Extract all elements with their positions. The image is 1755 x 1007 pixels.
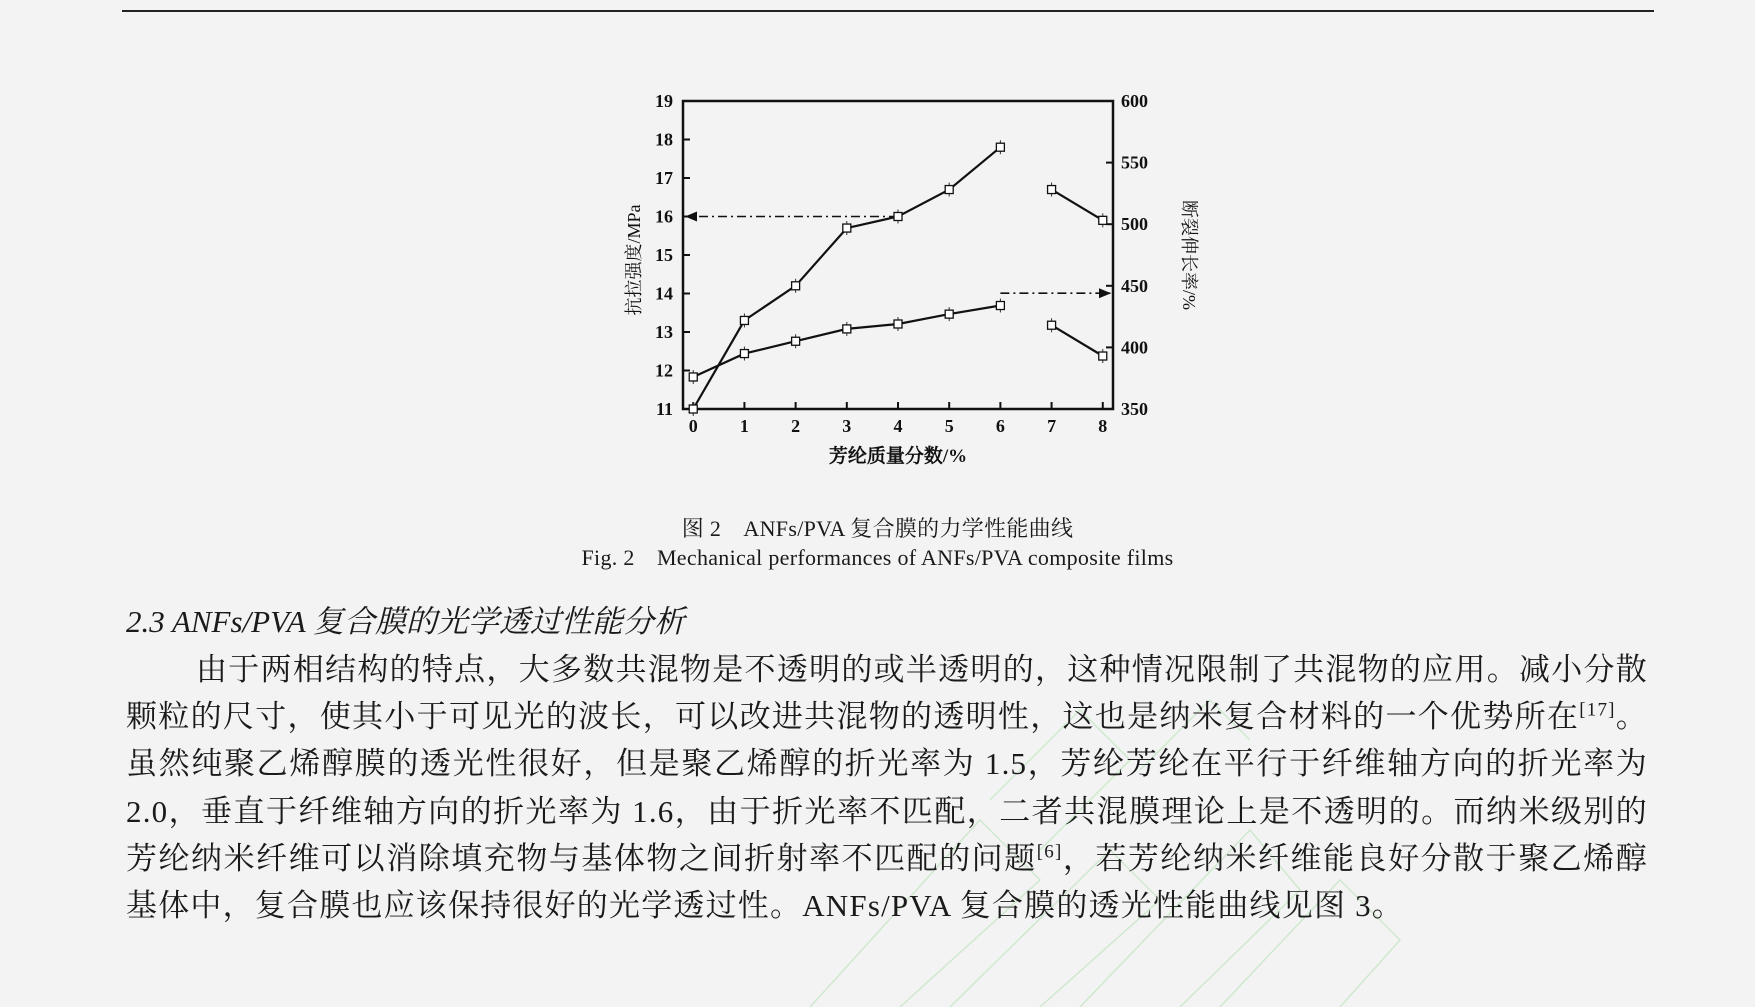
axis-indicator-arrowhead (1099, 288, 1111, 298)
x-tick-label: 3 (842, 416, 852, 436)
y-left-tick-label: 14 (655, 283, 673, 304)
series-2-line-a (693, 306, 1000, 378)
series-2-marker (894, 320, 902, 328)
y-left-tick-label: 19 (655, 91, 673, 111)
paragraph-text-1: 由于两相结构的特点，大多数共混物是不透明的或半透明的，这种情况限制了共混物的应用。减小分散颗粒的尺寸，使其小于可见光的波长，可以改进共混物的透明性，这也是纳米复合材料的一个优势所在 (126, 652, 1648, 735)
x-tick-label: 1 (739, 416, 749, 436)
citation-ref-6: [6] (1036, 841, 1063, 863)
citation-ref-17: [17] (1579, 699, 1616, 721)
series-2-marker (996, 302, 1004, 310)
y-left-tick-label: 17 (655, 168, 673, 188)
series-1-marker (792, 282, 800, 290)
series-2-line-b (1052, 325, 1103, 356)
y-left-tick-label: 16 (655, 206, 673, 227)
x-tick-label: 5 (944, 416, 954, 436)
series-1-marker (740, 316, 748, 324)
series-2-marker (792, 337, 800, 345)
series-2-marker (689, 373, 697, 381)
y-left-tick-label: 18 (655, 129, 673, 150)
series-2-marker (1099, 352, 1107, 360)
y-right-tick-label: 600 (1121, 91, 1148, 111)
y-right-tick-label: 500 (1121, 214, 1148, 235)
section-heading: 2.3 ANFs/PVA 复合膜的光学透过性能分析 (126, 604, 685, 639)
series-1-marker (1048, 186, 1056, 194)
y-right-tick-label: 450 (1121, 275, 1148, 296)
y-right-tick-label: 350 (1121, 399, 1148, 419)
series-1-marker (996, 143, 1004, 151)
y-left-tick-label: 11 (655, 399, 673, 419)
paragraph-text-3: ，若芳纶纳米纤维能良好分散于聚乙烯醇基体中，复合膜也应该保持很好的光学透过性。ANFs/PVA 复合膜的透光性能曲线见图 3。 (126, 840, 1648, 924)
series-1-marker (945, 186, 953, 194)
x-tick-label: 4 (893, 416, 903, 436)
series-2-marker (843, 325, 851, 333)
x-tick-label: 8 (1098, 416, 1108, 436)
series-1-marker (843, 224, 851, 232)
y-left-tick-label: 15 (655, 245, 673, 265)
mechanical-performance-chart (600, 80, 1220, 470)
page-top-rule (122, 10, 1654, 12)
y-left-tick-label: 13 (655, 322, 673, 342)
series-1-marker (689, 405, 697, 413)
y-right-tick-label: 400 (1121, 337, 1148, 358)
axis-indicator-arrowhead (685, 212, 697, 222)
y-axis-left-label: 抗拉强度/MPa (624, 204, 644, 316)
x-tick-label: 6 (995, 416, 1005, 436)
x-axis-label: 芳纶质量分数/% (828, 446, 968, 467)
figure-caption-cn: 图 2 ANFs/PVA 复合膜的力学性能曲线 (681, 516, 1074, 541)
x-tick-label: 2 (791, 416, 801, 436)
y-right-tick-label: 550 (1121, 152, 1148, 173)
series-1-marker (1099, 216, 1107, 224)
paragraph-text-2: 。虽然纯聚乙烯醇膜的透光性很好，但是聚乙烯醇的折光率为 1.5，芳纶芳纶在平行于纤维轴方向的折光率为 2.0，垂直于纤维轴方向的折光率为 1.6，由于折光率不匹配，二者共混膜理论上是不透明的。而纳米级别的芳纶纳米纤维可以消除填充物与基体物之间折射率不匹配的问题 (126, 699, 1648, 876)
y-left-tick-label: 12 (655, 360, 673, 381)
series-2-marker (945, 310, 953, 318)
series-1-marker (894, 213, 902, 221)
x-tick-label: 7 (1047, 416, 1057, 436)
series-1-line-b (1052, 190, 1103, 221)
series-1-line-a (693, 147, 1000, 409)
figure-caption-en: Fig. 2 Mechanical performances of ANFs/PVA composite films (581, 545, 1174, 570)
y-axis-right-label: 断裂伸长率/% (1179, 200, 1199, 310)
body-paragraph (126, 646, 1648, 929)
series-2-marker (1048, 321, 1056, 329)
x-tick-label: 0 (688, 416, 698, 436)
series-2-marker (740, 350, 748, 358)
plot-frame (683, 101, 1113, 409)
